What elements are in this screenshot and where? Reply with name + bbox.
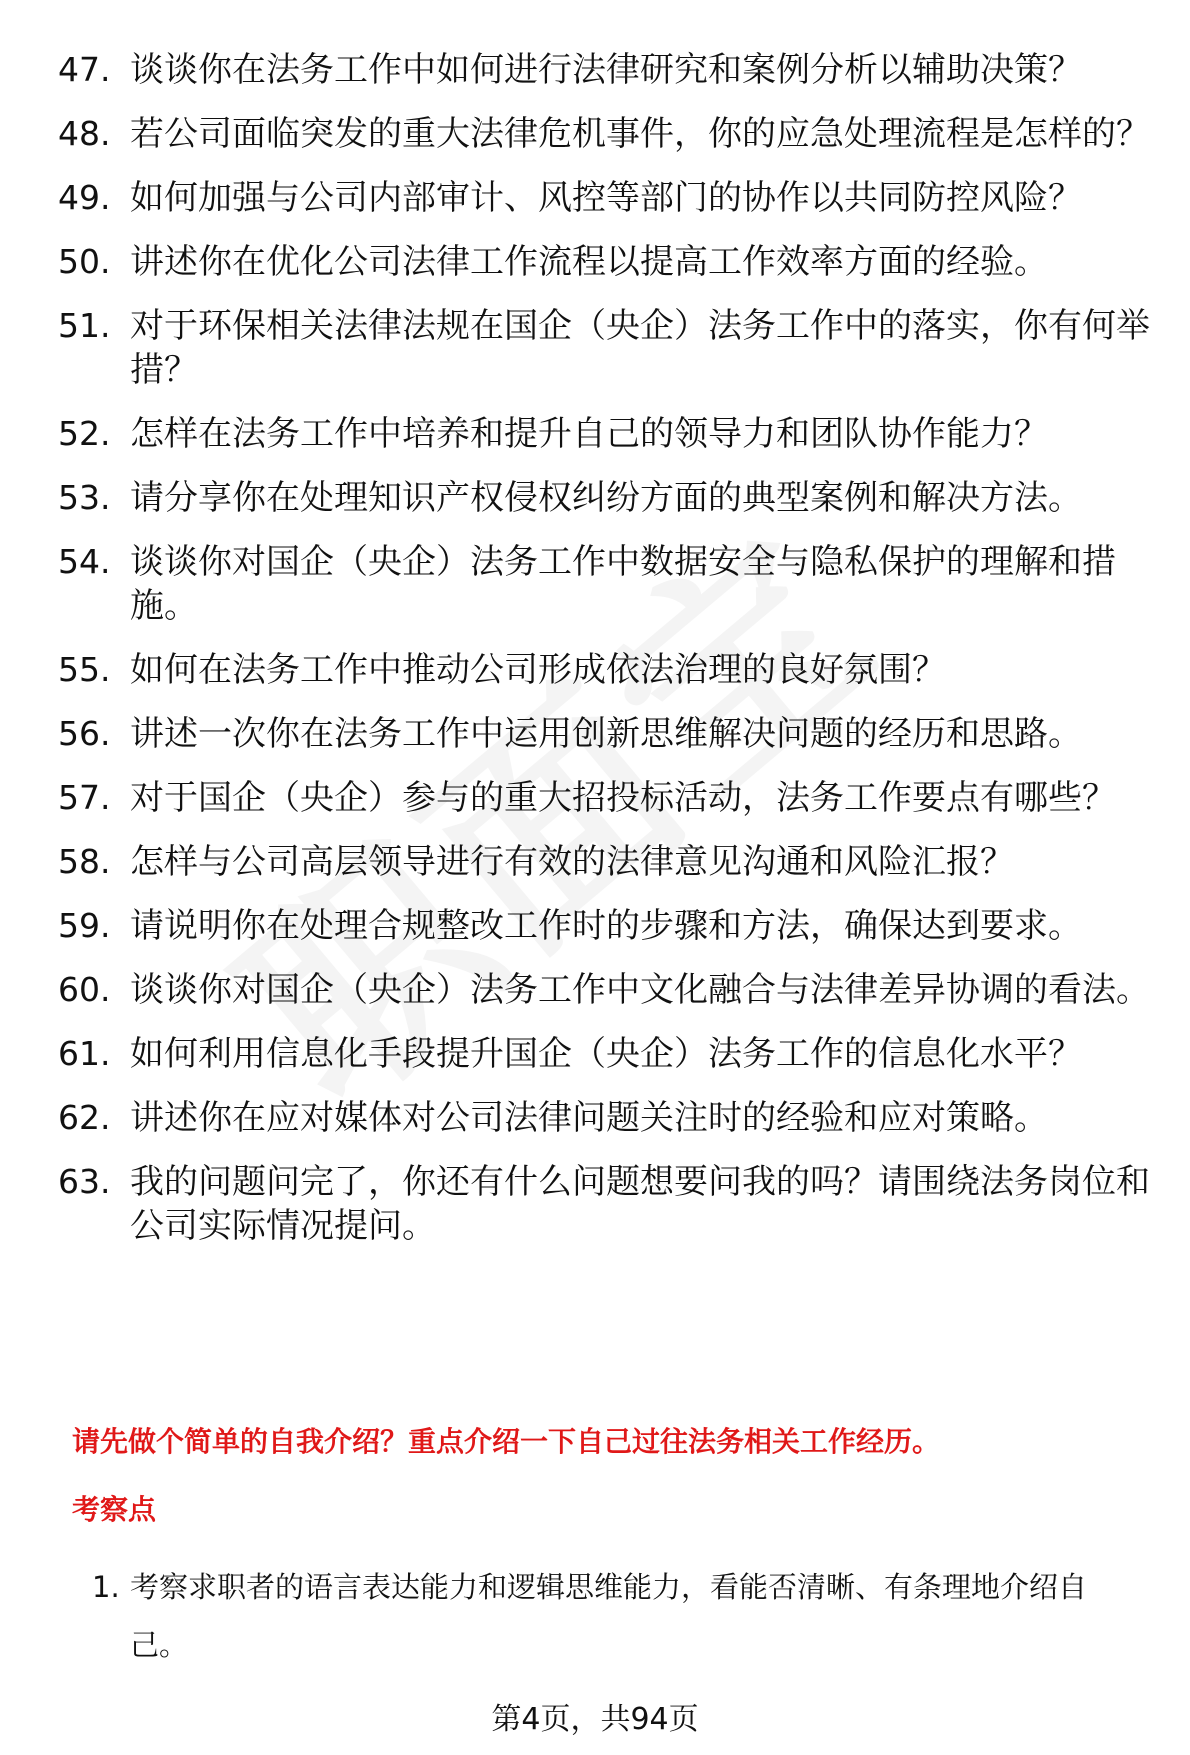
question-text: 请分享你在处理知识产权侵权纠纷方面的典型案例和解决方法。 xyxy=(130,478,1082,518)
question-text: 讲述一次你在法务工作中运用创新思维解决问题的经历和思路。 xyxy=(130,714,1082,754)
question-number: 61. xyxy=(58,1034,111,1073)
point-text: 考察求职者的语言表达能力和逻辑思维能力，看能否清晰、有条理地介绍自己。 xyxy=(130,1570,1088,1662)
question-text: 讲述你在应对媒体对公司法律问题关注时的经验和应对策略。 xyxy=(130,1098,1048,1138)
list-item xyxy=(0,776,1190,820)
assessment-point-list xyxy=(0,1558,1190,1674)
list-item xyxy=(0,240,1190,284)
question-number: 60. xyxy=(58,970,111,1009)
question-number: 47. xyxy=(58,50,111,89)
list-item xyxy=(0,840,1190,884)
question-text: 讲述你在优化公司法律工作流程以提高工作效率方面的经验。 xyxy=(130,242,1048,282)
question-number: 48. xyxy=(58,114,111,153)
list-item xyxy=(0,968,1190,1012)
list-item xyxy=(0,1558,1190,1674)
question-number: 53. xyxy=(58,478,111,517)
question-number: 63. xyxy=(58,1162,111,1201)
point-number: 1. xyxy=(92,1570,120,1604)
list-item xyxy=(0,48,1190,92)
question-number: 55. xyxy=(58,650,111,689)
list-item xyxy=(0,304,1190,392)
list-item xyxy=(0,1160,1190,1248)
list-item xyxy=(0,540,1190,628)
question-number: 50. xyxy=(58,242,111,281)
question-text: 如何在法务工作中推动公司形成依法治理的良好氛围？ xyxy=(130,650,946,690)
list-item xyxy=(0,476,1190,520)
question-number: 62. xyxy=(58,1098,111,1137)
list-item xyxy=(0,412,1190,456)
question-number: 51. xyxy=(58,306,111,345)
list-item xyxy=(0,176,1190,220)
question-text: 如何利用信息化手段提升国企（央企）法务工作的信息化水平？ xyxy=(130,1034,1082,1074)
question-list xyxy=(0,48,1190,1268)
question-number: 59. xyxy=(58,906,111,945)
section-subtitle: 考察点 xyxy=(72,1493,157,1526)
question-text: 对于国企（央企）参与的重大招投标活动，法务工作要点有哪些？ xyxy=(130,778,1116,818)
question-number: 57. xyxy=(58,778,111,817)
section-title: 请先做个简单的自我介绍？重点介绍一下自己过往法务相关工作经历。 xyxy=(72,1425,941,1458)
list-item xyxy=(0,1032,1190,1076)
question-text: 如何加强与公司内部审计、风控等部门的协作以共同防控风险？ xyxy=(130,178,1082,218)
question-number: 52. xyxy=(58,414,111,453)
question-text: 若公司面临突发的重大法律危机事件，你的应急处理流程是怎样的？ xyxy=(130,114,1150,154)
list-item xyxy=(0,904,1190,948)
question-text: 谈谈你对国企（央企）法务工作中数据安全与隐私保护的理解和措施。 xyxy=(130,542,1116,626)
question-text: 谈谈你在法务工作中如何进行法律研究和案例分析以辅助决策？ xyxy=(130,50,1082,90)
question-text: 谈谈你对国企（央企）法务工作中文化融合与法律差异协调的看法。 xyxy=(130,970,1150,1010)
question-text: 怎样与公司高层领导进行有效的法律意见沟通和风险汇报？ xyxy=(130,842,1014,882)
list-item xyxy=(0,648,1190,692)
question-number: 49. xyxy=(58,178,111,217)
question-number: 56. xyxy=(58,714,111,753)
list-item xyxy=(0,712,1190,756)
list-item xyxy=(0,112,1190,156)
page-number: 第4页，共94页 xyxy=(491,1702,699,1737)
question-text: 对于环保相关法律法规在国企（央企）法务工作中的落实，你有何举措？ xyxy=(130,306,1150,390)
question-text: 怎样在法务工作中培养和提升自己的领导力和团队协作能力？ xyxy=(130,414,1048,454)
question-number: 58. xyxy=(58,842,111,881)
question-text: 请说明你在处理合规整改工作时的步骤和方法，确保达到要求。 xyxy=(130,906,1082,946)
question-text: 我的问题问完了，你还有什么问题想要问我的吗？请围绕法务岗位和公司实际情况提问。 xyxy=(130,1162,1150,1246)
question-number: 54. xyxy=(58,542,111,581)
list-item xyxy=(0,1096,1190,1140)
